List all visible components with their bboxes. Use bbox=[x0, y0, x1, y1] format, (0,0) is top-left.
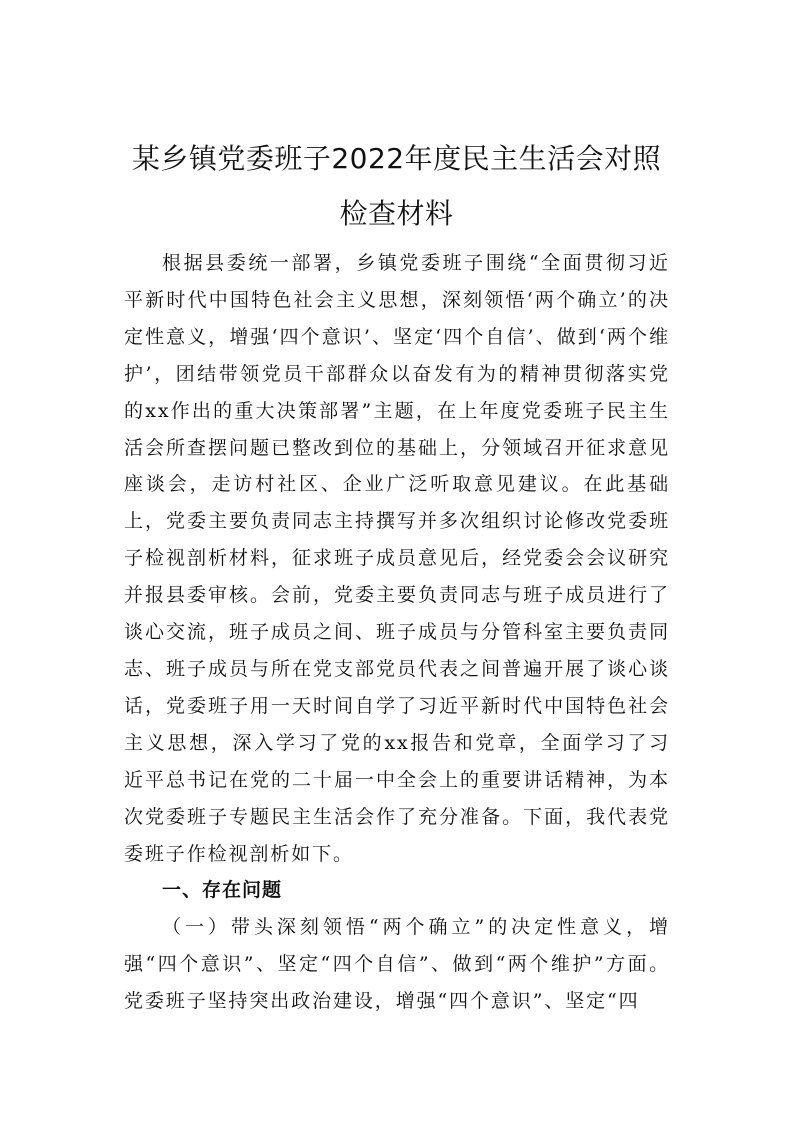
section-paragraph-1: （一）带头深刻领悟“两个确立”的决定性意义，增强“四个意识”、坚定“四个自信”、做到“两个维护”方面。党委班子坚持突出政治建设，增强“四个意识”、坚定“四 bbox=[124, 916, 670, 1013]
document-title-line-2: 检查材料 bbox=[339, 197, 454, 230]
document-title-line-1: 某乡镇党委班子2022年度民主生活会对照 bbox=[131, 142, 662, 175]
document-body bbox=[124, 245, 670, 1020]
section-heading-problems: 一、存在问题 bbox=[162, 879, 283, 902]
intro-paragraph: 根据县委统一部署，乡镇党委班子围绕“全面贯彻习近平新时代中国特色社会主义思想，深刻领悟‘两个确立’的决定性意义，增强‘四个意识’、坚定‘四个自信’、做到‘两个维护’，团结带领党员干部群众以奋发有为的精神贯彻落实党的xx作出的重大决策部署”主题，在上年度党委班子民主生活会所查摆问题已整改到位的基础上，分领域召开征求意见座谈会，走访村社区、企业广泛听取意见建议。在此基础上，党委主要负责同志主持撰写并多次组织讨论修改党委班子检视剖析材料，征求班子成员意见后，经党委会会议研究并报县委审核。会前，党委主要负责同志与班子成员进行了谈心交流，班子成员之间、班子成员与分管科室主要负责同志、班子成员与所在党支部党员代表之间普遍开展了谈心谈话，党委班子用一天时间自学了习近平新时代中国特色社会主义思想，深入学习了党的xx报告和党章，全面学习了习近平总书记在党的二十届一中全会上的重要讲话精神，为本次党委班子专题民主生活会作了充分准备。下面，我代表党委班子作检视剖析如下。 bbox=[124, 252, 670, 865]
